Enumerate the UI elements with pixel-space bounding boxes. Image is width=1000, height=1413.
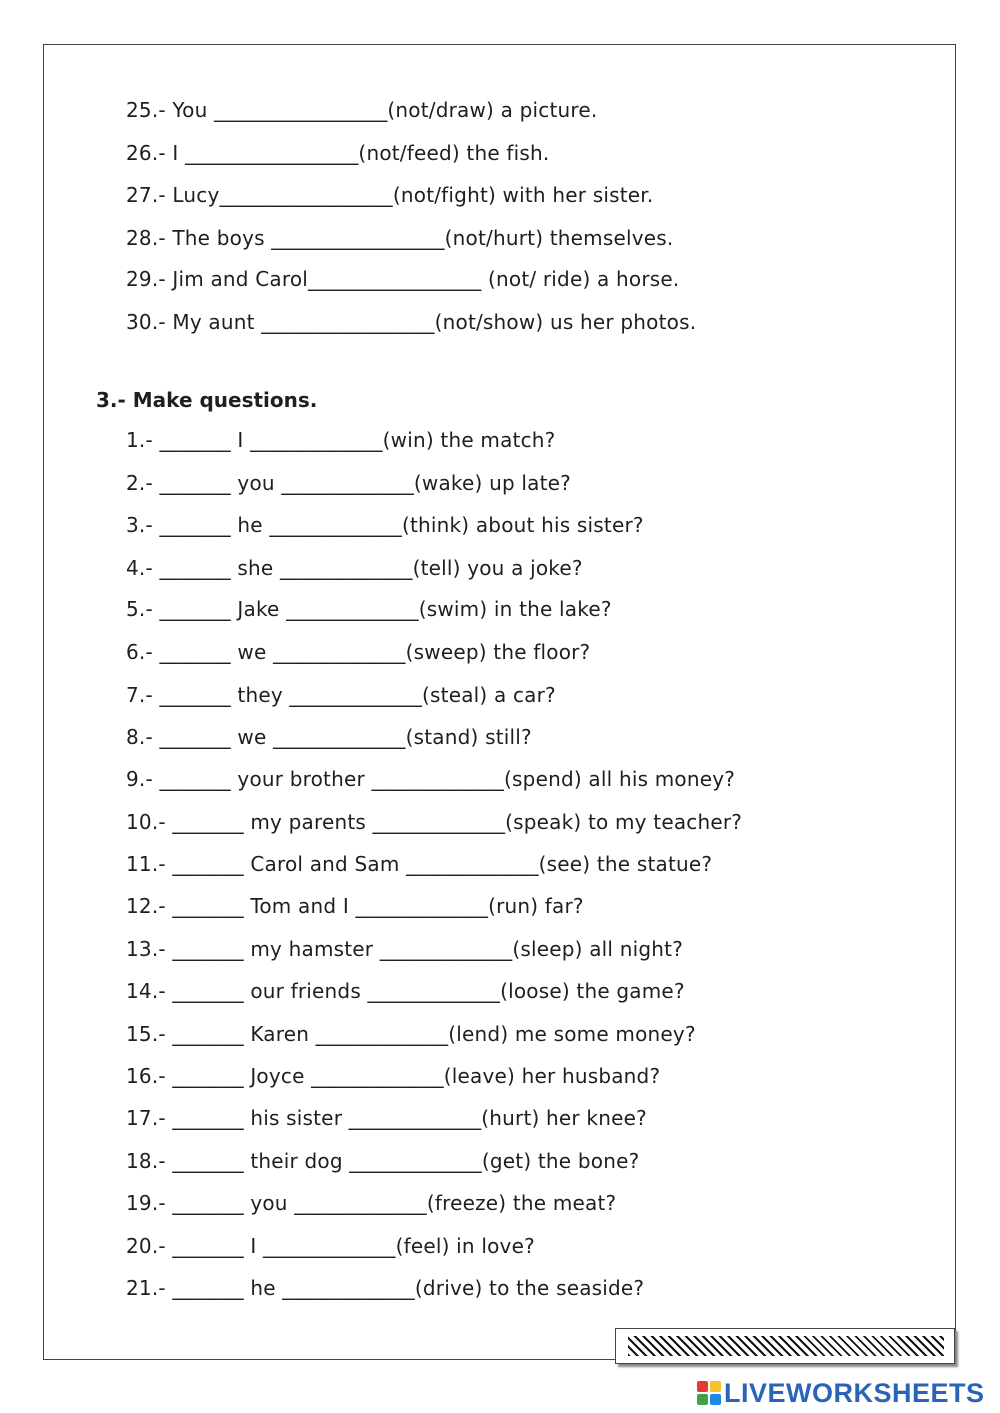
section-heading: 3.- Make questions. [96,388,318,412]
exercise-line-27: 27.- Lucy_________________(not/fight) with her sister. [126,183,654,207]
question-line-19: 19.- _______ you _____________(freeze) the meat? [126,1191,617,1215]
exercise-line-25: 25.- You _________________(not/draw) a picture. [126,98,598,122]
question-line-4: 4.- _______ she _____________(tell) you a joke? [126,556,583,580]
question-line-5: 5.- _______ Jake _____________(swim) in the lake? [126,597,612,621]
redaction-pattern [628,1336,944,1356]
question-line-18: 18.- _______ their dog _____________(get) the bone? [126,1149,640,1173]
question-line-10: 10.- _______ my parents _____________(speak) to my teacher? [126,810,743,834]
logo-square-red [697,1381,708,1392]
logo-square-yellow [710,1381,721,1392]
question-line-9: 9.- _______ your brother _____________(spend) all his money? [126,767,736,791]
question-line-2: 2.- _______ you _____________(wake) up late? [126,471,571,495]
question-line-16: 16.- _______ Joyce _____________(leave) her husband? [126,1064,661,1088]
question-line-6: 6.- _______ we _____________(sweep) the floor? [126,640,591,664]
exercise-line-29: 29.- Jim and Carol_________________ (not/ ride) a horse. [126,267,680,291]
question-line-3: 3.- _______ he _____________(think) about his sister? [126,513,644,537]
question-line-13: 13.- _______ my hamster _____________(sleep) all night? [126,937,684,961]
logo-square-blue [710,1394,721,1405]
question-line-20: 20.- _______ I _____________(feel) in love? [126,1234,535,1258]
exercise-line-26: 26.- I _________________(not/feed) the fish. [126,141,550,165]
question-line-14: 14.- _______ our friends _____________(loose) the game? [126,979,685,1003]
exercise-line-28: 28.- The boys _________________(not/hurt) themselves. [126,226,674,250]
exercise-line-30: 30.- My aunt _________________(not/show) us her photos. [126,310,697,334]
question-line-11: 11.- _______ Carol and Sam _____________(see) the statue? [126,852,713,876]
question-line-7: 7.- _______ they _____________(steal) a car? [126,683,556,707]
question-line-21: 21.- _______ he _____________(drive) to the seaside? [126,1276,645,1300]
question-line-15: 15.- _______ Karen _____________(lend) me some money? [126,1022,696,1046]
question-line-12: 12.- _______ Tom and I _____________(run) far? [126,894,584,918]
logo-square-green [697,1394,708,1405]
liveworksheets-logo [697,1378,985,1408]
liveworksheets-logo-icon [697,1381,721,1405]
question-line-17: 17.- _______ his sister _____________(hurt) her knee? [126,1106,647,1130]
logo-text: LIVEWORKSHEETS [724,1377,985,1408]
redacted-label-box [615,1328,955,1364]
question-line-8: 8.- _______ we _____________(stand) still? [126,725,532,749]
question-line-1: 1.- _______ I _____________(win) the match? [126,428,556,452]
